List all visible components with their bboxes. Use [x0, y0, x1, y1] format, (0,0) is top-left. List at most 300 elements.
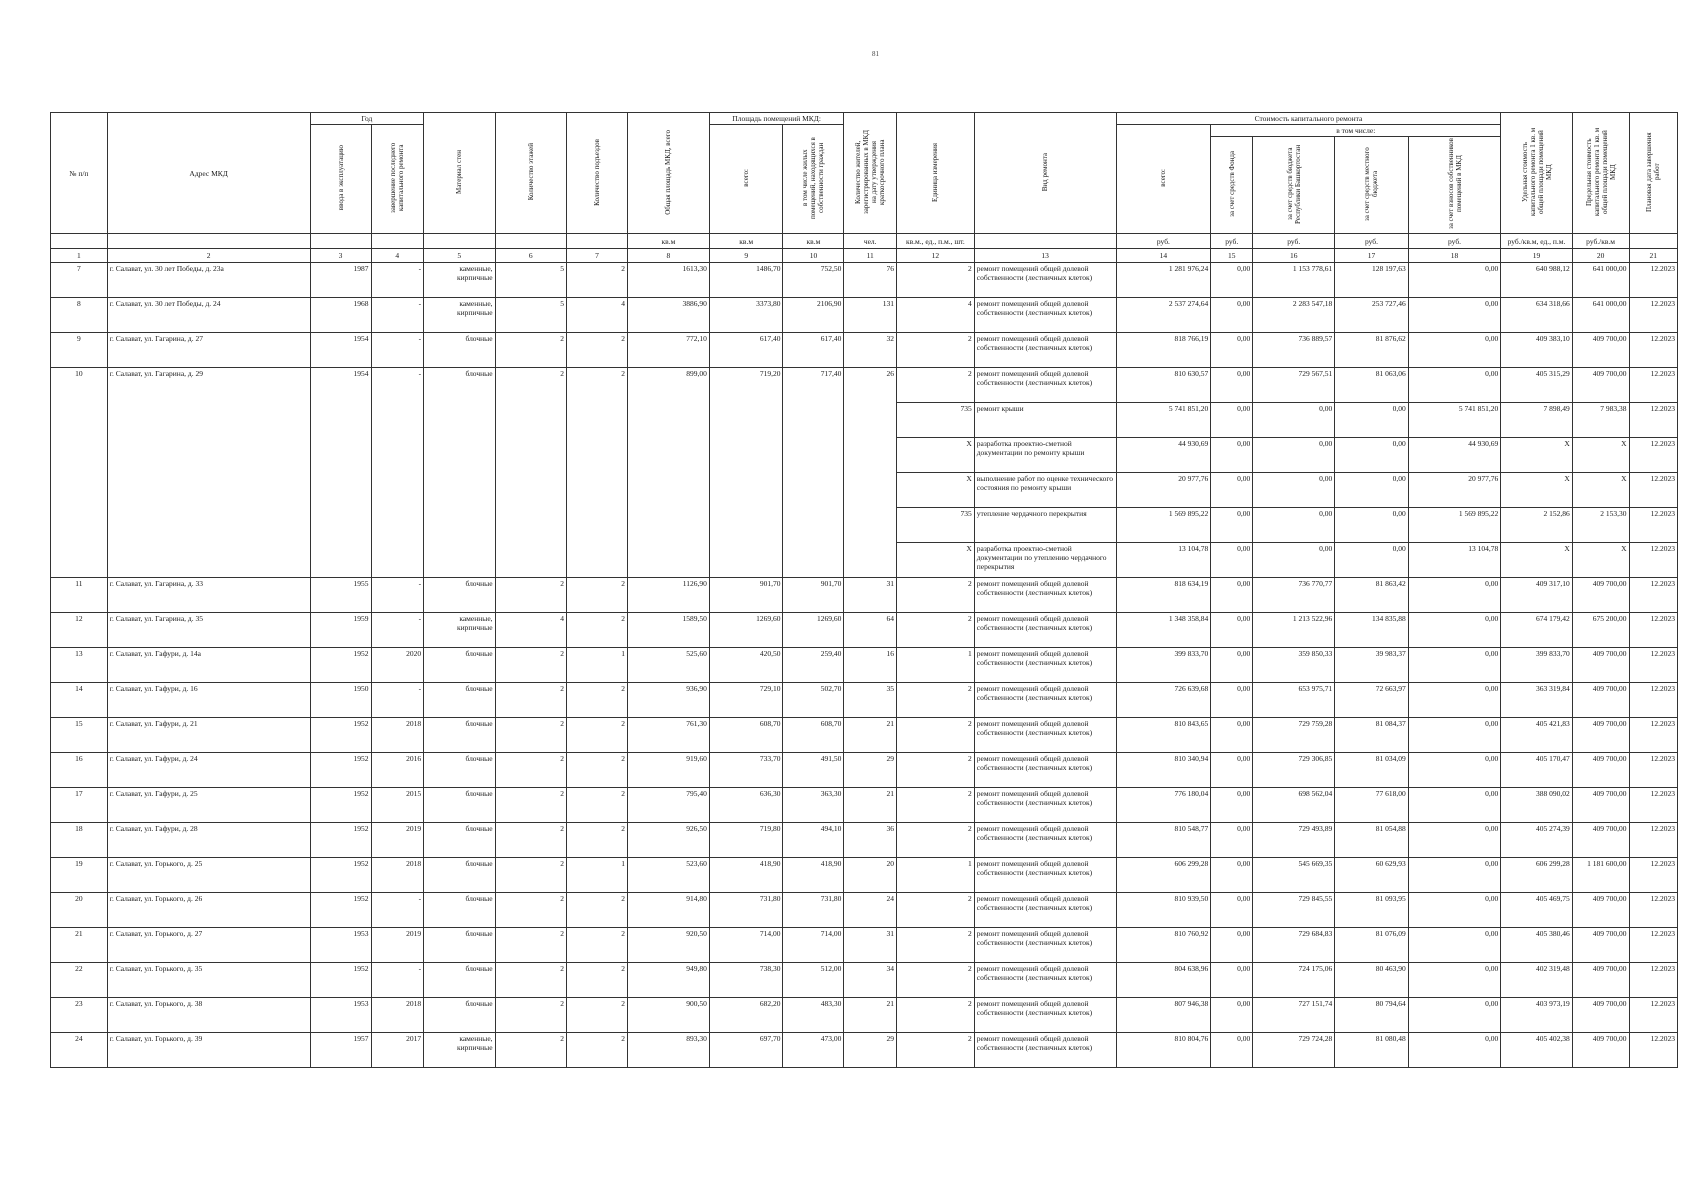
cell-c_loc: 81 080,48	[1335, 1033, 1409, 1068]
column-number: 2	[107, 249, 310, 263]
cell-date: 12.2023	[1629, 718, 1678, 753]
cell-m_cost: 641 000,00	[1572, 298, 1629, 333]
cell-date: 12.2023	[1629, 578, 1678, 613]
header-cost-total: всего:	[1116, 125, 1211, 234]
cell-y1: 1953	[310, 998, 371, 1033]
cell-a_res: 752,50	[783, 263, 844, 298]
cell-wall: блочные	[424, 928, 495, 963]
cell-u_cost: 405 274,39	[1501, 823, 1572, 858]
cell-c_rep: 729 567,51	[1253, 368, 1335, 403]
cell-m_cost: 409 700,00	[1572, 753, 1629, 788]
cell-work: ремонт крыши	[974, 403, 1116, 438]
cell-y2: 2015	[371, 788, 424, 823]
header-unit-cost: Удельная стоимость капитального ремонта 1 кв. м общей площади помещений МКД	[1501, 113, 1572, 234]
cell-m_cost: 409 700,00	[1572, 788, 1629, 823]
cell-res: 21	[844, 788, 897, 823]
cell-address: г. Салават, ул. Горького, д. 27	[107, 928, 310, 963]
unit-cell: кв.м	[783, 234, 844, 249]
cell-res: 29	[844, 753, 897, 788]
cell-c_rep: 0,00	[1253, 508, 1335, 543]
cell-c_own: 0,00	[1408, 753, 1501, 788]
cell-qty: 2	[896, 963, 974, 998]
column-number: 16	[1253, 249, 1335, 263]
cell-res: 76	[844, 263, 897, 298]
cell-address: г. Салават, ул. Гафури, д. 24	[107, 753, 310, 788]
cell-floors: 5	[495, 298, 566, 333]
cell-area: 949,80	[627, 963, 709, 998]
cell-no: 9	[51, 333, 108, 368]
cell-floors: 2	[495, 963, 566, 998]
cell-date: 12.2023	[1629, 858, 1678, 893]
header-cost-group: Стоимость капитального ремонта	[1116, 113, 1501, 125]
table-header	[51, 113, 1678, 263]
header-cost-local: за счет средств местного бюджета	[1335, 137, 1409, 234]
cell-no: 21	[51, 928, 108, 963]
cell-res: 24	[844, 893, 897, 928]
cell-res: 21	[844, 998, 897, 1033]
cell-address: г. Салават, ул. Гафури, д. 28	[107, 823, 310, 858]
cell-c_own: 0,00	[1408, 578, 1501, 613]
cell-u_cost: 402 319,48	[1501, 963, 1572, 998]
cell-c_rep: 653 975,71	[1253, 683, 1335, 718]
cell-y2: -	[371, 368, 424, 578]
cell-c_rep: 729 684,83	[1253, 928, 1335, 963]
header-cost-owners: за счет взносов собственников помещений в МКД	[1408, 137, 1501, 234]
unit-cell: руб.	[1253, 234, 1335, 249]
column-number: 8	[627, 249, 709, 263]
cell-address: г. Салават, ул. Гагарина, д. 33	[107, 578, 310, 613]
cell-wall: блочные	[424, 963, 495, 998]
cell-c_rep: 729 493,89	[1253, 823, 1335, 858]
unit-cell: чел.	[844, 234, 897, 249]
cell-qty: 2	[896, 333, 974, 368]
cell-c_rep: 727 151,74	[1253, 998, 1335, 1033]
cell-ent: 1	[566, 858, 627, 893]
cell-a_res: 2106,90	[783, 298, 844, 333]
cell-work: ремонт помещений общей долевой собственности (лестничных клеток)	[974, 578, 1116, 613]
cell-work: ремонт помещений общей долевой собственности (лестничных клеток)	[974, 263, 1116, 298]
cell-c_own: 44 930,69	[1408, 438, 1501, 473]
table-row	[51, 648, 1678, 683]
cell-address: г. Салават, ул. Гафури, д. 21	[107, 718, 310, 753]
cell-date: 12.2023	[1629, 543, 1678, 578]
cell-qty: 2	[896, 718, 974, 753]
cell-wall: каменные, кирпичные	[424, 263, 495, 298]
cell-u_cost: 7 898,49	[1501, 403, 1572, 438]
cell-address: г. Салават, ул. Гафури, д. 14а	[107, 648, 310, 683]
cell-area: 1589,50	[627, 613, 709, 648]
cell-qty: 2	[896, 893, 974, 928]
header-total-area: Общая площадь МКД, всего	[627, 113, 709, 234]
cell-c_loc: 39 983,37	[1335, 648, 1409, 683]
cell-work: ремонт помещений общей долевой собственности (лестничных клеток)	[974, 333, 1116, 368]
cell-date: 12.2023	[1629, 963, 1678, 998]
cell-ent: 2	[566, 998, 627, 1033]
column-number: 19	[1501, 249, 1572, 263]
cell-c_loc: 0,00	[1335, 543, 1409, 578]
column-number: 15	[1211, 249, 1253, 263]
cell-work: ремонт помещений общей долевой собственности (лестничных клеток)	[974, 928, 1116, 963]
cell-c_loc: 81 054,88	[1335, 823, 1409, 858]
cell-y2: 2018	[371, 998, 424, 1033]
cell-a_res: 418,90	[783, 858, 844, 893]
cell-y1: 1954	[310, 368, 371, 578]
cell-date: 12.2023	[1629, 613, 1678, 648]
table-row	[51, 333, 1678, 368]
cell-c_tot: 726 639,68	[1116, 683, 1211, 718]
cell-res: 35	[844, 683, 897, 718]
cell-no: 18	[51, 823, 108, 858]
cell-res: 36	[844, 823, 897, 858]
cell-c_fund: 0,00	[1211, 858, 1253, 893]
cell-res: 20	[844, 858, 897, 893]
unit-cell: кв.м	[627, 234, 709, 249]
cell-c_rep: 545 669,35	[1253, 858, 1335, 893]
cell-c_loc: 81 034,09	[1335, 753, 1409, 788]
cell-no: 7	[51, 263, 108, 298]
cell-y1: 1952	[310, 788, 371, 823]
cell-a_res: 512,00	[783, 963, 844, 998]
table-row	[51, 368, 1678, 403]
cell-area: 926,50	[627, 823, 709, 858]
cell-c_tot: 44 930,69	[1116, 438, 1211, 473]
cell-wall: блочные	[424, 578, 495, 613]
cell-c_fund: 0,00	[1211, 333, 1253, 368]
cell-res: 131	[844, 298, 897, 333]
cell-y1: 1957	[310, 1033, 371, 1068]
cell-c_own: 0,00	[1408, 683, 1501, 718]
cell-m_cost: 1 181 600,00	[1572, 858, 1629, 893]
cell-c_fund: 0,00	[1211, 368, 1253, 403]
cell-u_cost: 2 152,86	[1501, 508, 1572, 543]
cell-address: г. Салават, ул. Гагарина, д. 35	[107, 613, 310, 648]
unit-cell: руб./кв.м, ед., п.м.	[1501, 234, 1572, 249]
cell-area: 914,80	[627, 893, 709, 928]
cell-date: 12.2023	[1629, 403, 1678, 438]
cell-c_fund: 0,00	[1211, 508, 1253, 543]
column-number: 3	[310, 249, 371, 263]
cell-wall: блочные	[424, 683, 495, 718]
cell-address: г. Салават, ул. Гагарина, д. 27	[107, 333, 310, 368]
cell-a_res: 494,10	[783, 823, 844, 858]
column-number: 4	[371, 249, 424, 263]
table-row	[51, 578, 1678, 613]
table-row	[51, 823, 1678, 858]
cell-c_rep: 736 770,77	[1253, 578, 1335, 613]
cell-c_tot: 399 833,70	[1116, 648, 1211, 683]
cell-c_loc: 80 794,64	[1335, 998, 1409, 1033]
cell-c_own: 0,00	[1408, 263, 1501, 298]
cell-work: ремонт помещений общей долевой собственности (лестничных клеток)	[974, 718, 1116, 753]
cell-qty: 2	[896, 1033, 974, 1068]
cell-address: г. Салават, ул. Гагарина, д. 29	[107, 368, 310, 578]
column-number: 7	[566, 249, 627, 263]
cell-c_tot: 807 946,38	[1116, 998, 1211, 1033]
header-year-commission: ввода в эксплуатацию	[310, 125, 371, 234]
cell-c_loc: 77 618,00	[1335, 788, 1409, 823]
cell-area: 1126,90	[627, 578, 709, 613]
cell-address: г. Салават, ул. Горького, д. 39	[107, 1033, 310, 1068]
cell-date: 12.2023	[1629, 753, 1678, 788]
cell-address: г. Салават, ул. Горького, д. 38	[107, 998, 310, 1033]
cell-work: ремонт помещений общей долевой собственности (лестничных клеток)	[974, 368, 1116, 403]
cell-work: выполнение работ по оценке технического состояния по ремонту крыши	[974, 473, 1116, 508]
cell-date: 12.2023	[1629, 438, 1678, 473]
cell-floors: 2	[495, 718, 566, 753]
cell-c_tot: 20 977,76	[1116, 473, 1211, 508]
cell-work: ремонт помещений общей долевой собственности (лестничных клеток)	[974, 683, 1116, 718]
cell-floors: 2	[495, 648, 566, 683]
cell-no: 8	[51, 298, 108, 333]
column-number: 18	[1408, 249, 1501, 263]
cell-no: 24	[51, 1033, 108, 1068]
cell-address: г. Салават, ул. Горького, д. 25	[107, 858, 310, 893]
cell-floors: 2	[495, 893, 566, 928]
cell-y1: 1954	[310, 333, 371, 368]
cell-qty: X	[896, 543, 974, 578]
cell-res: 31	[844, 928, 897, 963]
cell-a_res: 617,40	[783, 333, 844, 368]
cell-wall: блочные	[424, 718, 495, 753]
header-floors: Количество этажей	[495, 113, 566, 234]
cell-u_cost: X	[1501, 438, 1572, 473]
cell-u_cost: 405 469,75	[1501, 893, 1572, 928]
cell-floors: 2	[495, 1033, 566, 1068]
cell-c_loc: 81 076,09	[1335, 928, 1409, 963]
cell-c_tot: 810 340,94	[1116, 753, 1211, 788]
table-row	[51, 963, 1678, 998]
cell-wall: блочные	[424, 648, 495, 683]
cell-wall: блочные	[424, 998, 495, 1033]
cell-no: 10	[51, 368, 108, 578]
cell-c_rep: 698 562,04	[1253, 788, 1335, 823]
cell-c_own: 0,00	[1408, 963, 1501, 998]
cell-ent: 4	[566, 298, 627, 333]
cell-qty: 2	[896, 613, 974, 648]
cell-c_rep: 729 724,28	[1253, 1033, 1335, 1068]
cell-c_tot: 13 104,78	[1116, 543, 1211, 578]
cell-c_tot: 804 638,96	[1116, 963, 1211, 998]
header-max-cost: Предельная стоимость капитального ремонта 1 кв. м общей площади помещений МКД	[1572, 113, 1629, 234]
cell-c_own: 0,00	[1408, 823, 1501, 858]
cell-c_rep: 2 283 547,18	[1253, 298, 1335, 333]
cell-area: 899,00	[627, 368, 709, 578]
cell-no: 20	[51, 893, 108, 928]
cell-u_cost: 409 317,10	[1501, 578, 1572, 613]
header-work-type: Вид ремонта	[974, 113, 1116, 234]
cell-u_cost: 405 315,29	[1501, 368, 1572, 403]
cell-c_rep: 729 845,55	[1253, 893, 1335, 928]
cell-y1: 1952	[310, 823, 371, 858]
cell-u_cost: 399 833,70	[1501, 648, 1572, 683]
cell-y1: 1959	[310, 613, 371, 648]
cell-wall: блочные	[424, 858, 495, 893]
cell-floors: 2	[495, 788, 566, 823]
cell-c_tot: 818 634,19	[1116, 578, 1211, 613]
cell-area: 919,60	[627, 753, 709, 788]
header-plan-date: Плановая дата завершения работ	[1629, 113, 1678, 234]
cell-ent: 2	[566, 578, 627, 613]
cell-u_cost: 634 318,66	[1501, 298, 1572, 333]
cell-a_all: 420,50	[709, 648, 783, 683]
cell-ent: 2	[566, 893, 627, 928]
cell-y2: 2016	[371, 753, 424, 788]
cell-c_fund: 0,00	[1211, 403, 1253, 438]
cell-wall: блочные	[424, 333, 495, 368]
cell-y2: -	[371, 333, 424, 368]
cell-c_loc: 253 727,46	[1335, 298, 1409, 333]
cell-ent: 2	[566, 753, 627, 788]
cell-date: 12.2023	[1629, 893, 1678, 928]
cell-y2: 2017	[371, 1033, 424, 1068]
cell-a_all: 1486,70	[709, 263, 783, 298]
cell-ent: 2	[566, 683, 627, 718]
cell-c_own: 20 977,76	[1408, 473, 1501, 508]
cell-work: ремонт помещений общей долевой собственности (лестничных клеток)	[974, 893, 1116, 928]
unit-cell: кв.м	[709, 234, 783, 249]
cell-m_cost: X	[1572, 438, 1629, 473]
cell-work: разработка проектно-сметной документации по утеплению чердачного перекрытия	[974, 543, 1116, 578]
cell-date: 12.2023	[1629, 298, 1678, 333]
cell-wall: каменные, кирпичные	[424, 613, 495, 648]
cell-a_res: 901,70	[783, 578, 844, 613]
cell-qty: 2	[896, 998, 974, 1033]
cell-work: ремонт помещений общей долевой собственности (лестничных клеток)	[974, 753, 1116, 788]
cell-a_res: 731,80	[783, 893, 844, 928]
cell-date: 12.2023	[1629, 928, 1678, 963]
cell-qty: 4	[896, 298, 974, 333]
cell-c_own: 0,00	[1408, 893, 1501, 928]
cell-c_tot: 818 766,19	[1116, 333, 1211, 368]
cell-c_fund: 0,00	[1211, 788, 1253, 823]
unit-cell: руб.	[1408, 234, 1501, 249]
cell-y1: 1952	[310, 648, 371, 683]
cell-qty: 735	[896, 403, 974, 438]
cell-y2: 2018	[371, 858, 424, 893]
cell-no: 13	[51, 648, 108, 683]
cell-m_cost: 409 700,00	[1572, 578, 1629, 613]
cell-date: 12.2023	[1629, 1033, 1678, 1068]
cell-c_fund: 0,00	[1211, 683, 1253, 718]
cell-work: ремонт помещений общей долевой собственности (лестничных клеток)	[974, 858, 1116, 893]
column-number: 17	[1335, 249, 1409, 263]
cell-qty: 2	[896, 823, 974, 858]
cell-date: 12.2023	[1629, 648, 1678, 683]
cell-a_res: 608,70	[783, 718, 844, 753]
column-number: 13	[974, 249, 1116, 263]
cell-u_cost: 606 299,28	[1501, 858, 1572, 893]
cell-c_fund: 0,00	[1211, 893, 1253, 928]
cell-floors: 2	[495, 998, 566, 1033]
cell-floors: 2	[495, 368, 566, 578]
cell-c_fund: 0,00	[1211, 543, 1253, 578]
cell-c_fund: 0,00	[1211, 578, 1253, 613]
cell-c_fund: 0,00	[1211, 753, 1253, 788]
cell-c_loc: 80 463,90	[1335, 963, 1409, 998]
cell-a_res: 491,50	[783, 753, 844, 788]
cell-wall: блочные	[424, 753, 495, 788]
cell-no: 15	[51, 718, 108, 753]
header-cost-incl: в том числе:	[1211, 125, 1501, 137]
cell-u_cost: X	[1501, 543, 1572, 578]
header-residents: Количество жителей, зарегистрированных в МКД на дату утверждения краткосрочного плана	[844, 113, 897, 234]
cell-c_fund: 0,00	[1211, 963, 1253, 998]
unit-cell: руб.	[1116, 234, 1211, 249]
cell-qty: 2	[896, 263, 974, 298]
cell-area: 3886,90	[627, 298, 709, 333]
cell-a_res: 483,30	[783, 998, 844, 1033]
cell-floors: 2	[495, 683, 566, 718]
cell-c_tot: 2 537 274,64	[1116, 298, 1211, 333]
cell-qty: 2	[896, 928, 974, 963]
cell-y1: 1952	[310, 718, 371, 753]
cell-c_loc: 134 835,88	[1335, 613, 1409, 648]
cell-m_cost: X	[1572, 473, 1629, 508]
cell-a_all: 636,30	[709, 788, 783, 823]
column-number: 21	[1629, 249, 1678, 263]
cell-work: ремонт помещений общей долевой собственности (лестничных клеток)	[974, 823, 1116, 858]
cell-area: 772,10	[627, 333, 709, 368]
cell-y2: -	[371, 263, 424, 298]
cell-floors: 2	[495, 823, 566, 858]
cell-c_tot: 1 281 976,24	[1116, 263, 1211, 298]
header-year-group: Год	[310, 113, 424, 125]
table-body	[51, 263, 1678, 1068]
cell-floors: 2	[495, 578, 566, 613]
column-number: 20	[1572, 249, 1629, 263]
cell-work: ремонт помещений общей долевой собственности (лестничных клеток)	[974, 963, 1116, 998]
cell-c_fund: 0,00	[1211, 648, 1253, 683]
cell-a_all: 738,30	[709, 963, 783, 998]
cell-y2: -	[371, 963, 424, 998]
header-address: Адрес МКД	[107, 113, 310, 234]
cell-floors: 2	[495, 928, 566, 963]
column-number: 12	[896, 249, 974, 263]
cell-date: 12.2023	[1629, 998, 1678, 1033]
cell-date: 12.2023	[1629, 368, 1678, 403]
cell-y2: 2020	[371, 648, 424, 683]
header-wall-material: Материал стен	[424, 113, 495, 234]
cell-qty: X	[896, 473, 974, 508]
cell-qty: 2	[896, 788, 974, 823]
column-number: 5	[424, 249, 495, 263]
cell-y2: 2019	[371, 823, 424, 858]
cell-c_fund: 0,00	[1211, 298, 1253, 333]
cell-ent: 2	[566, 788, 627, 823]
cell-res: 21	[844, 718, 897, 753]
header-cost-republic: за счет средств бюджета Республики Башкортостан	[1253, 137, 1335, 234]
cell-area: 936,90	[627, 683, 709, 718]
cell-ent: 2	[566, 1033, 627, 1068]
cell-m_cost: 409 700,00	[1572, 998, 1629, 1033]
column-number: 9	[709, 249, 783, 263]
cell-c_loc: 0,00	[1335, 403, 1409, 438]
cell-a_res: 714,00	[783, 928, 844, 963]
units-row	[51, 234, 1678, 249]
cell-c_own: 0,00	[1408, 298, 1501, 333]
cell-c_tot: 1 569 895,22	[1116, 508, 1211, 543]
cell-c_rep: 1 153 778,61	[1253, 263, 1335, 298]
cell-m_cost: 409 700,00	[1572, 368, 1629, 403]
cell-no: 11	[51, 578, 108, 613]
cell-c_loc: 81 084,37	[1335, 718, 1409, 753]
cell-y2: -	[371, 613, 424, 648]
cell-c_tot: 5 741 851,20	[1116, 403, 1211, 438]
cell-ent: 2	[566, 928, 627, 963]
cell-u_cost: 405 421,83	[1501, 718, 1572, 753]
cell-y1: 1955	[310, 578, 371, 613]
cell-wall: блочные	[424, 368, 495, 578]
